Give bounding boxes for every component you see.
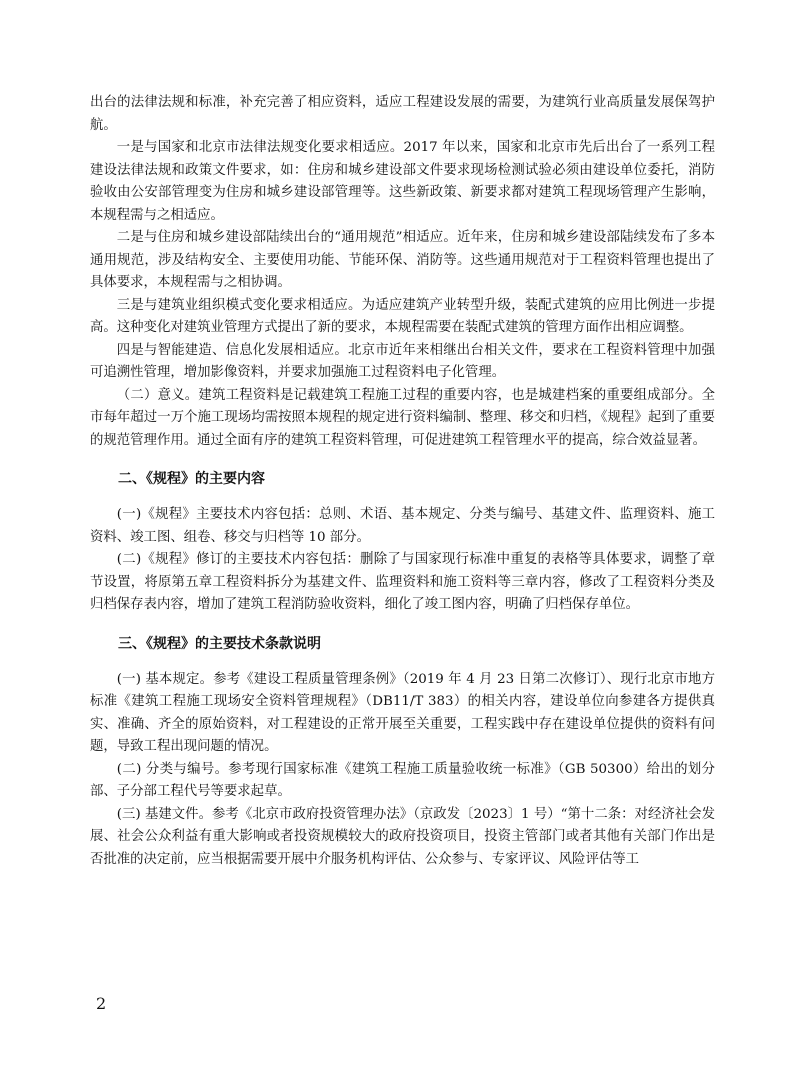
paragraph-item-three: 三是与建筑业组织模式变化要求相适应。为适应建筑产业转型升级，装配式建筑的应用比例进一步提高。这种变化对建筑业管理方式提出了新的要求，本规程需要在装配式建筑的管理方面作出相应调整。	[90, 297, 715, 335]
paragraph-item-four: 四是与智能建造、信息化发展相适应。北京市近年来相继出台相关文件，要求在工程资料管理中加强可追溯性管理，增加影像资料，并要求加强施工过程资料电子化管理。	[90, 342, 715, 380]
paragraph-item-two: 二是与住房和城乡建设部陆续出台的“通用规范”相适应。近年来，住房和城乡建设部陆续发布了多本通用规范，涉及结构安全、主要使用功能、节能环保、消防等。这些通用规范对于工程资料管理也提出了具体要求，本规程需与之相协调。	[90, 230, 715, 290]
paragraph-item-one: 一是与国家和北京市法律法规变化要求相适应。2017 年以来，国家和北京市先后出台了一系列工程建设法律法规和政策文件要求，如：住房和城乡建设部文件要求现场检测试验必须由建设单位委托，消防验收由公安部管理变为住房和城乡建设部管理等。这些新政策、新要求都对建筑工程现场管理产生影响，本规程需与之相适应。	[90, 140, 715, 223]
page-number: 2	[96, 994, 107, 1013]
body-text	[90, 92, 715, 871]
paragraph-main-content-1: (一)《规程》主要技术内容包括：总则、术语、基本规定、分类与编号、基建文件、监理资料、施工资料、竣工图、组卷、移交与归档等 10 部分。	[90, 507, 715, 545]
paragraph-classification: (二) 分类与编号。参考现行国家标准《建筑工程施工质量验收统一标准》（GB 50300）给出的划分部、子分部工程代号等要求起草。	[90, 761, 715, 799]
section-heading-technical-clauses: 三、《规程》的主要技术条款说明	[118, 635, 321, 652]
paragraph-basic-construction-documents: (三) 基建文件。参考《北京市政府投资管理办法》（京政发〔2023〕1 号）“第十二条：对经济社会发展、社会公众利益有重大影响或者投资规模较大的政府投资项目，投资主管部门或者其他有关部门作出是否批准的决定前，应当根据需要开展中介服务机构评估、公众参与、专家评议、风险评估等工	[90, 806, 715, 867]
paragraph-significance: （二）意义。建筑工程资料是记载建筑工程施工过程的重要内容，也是城建档案的重要组成部分。全市每年超过一万个施工现场均需按照本规程的规定进行资料编制、整理、移交和归档，《规程》起到了重要的规范管理作用。通过全面有序的建筑工程资料管理，可促进建筑工程管理水平的提高，综合效益显著。	[90, 387, 715, 448]
paragraph-continuation: 出台的法律法规和标准，补充完善了相应资料，适应工程建设发展的需要，为建筑行业高质量发展保驾护航。	[90, 95, 715, 133]
section-heading-main-content: 二、《规程》的主要内容	[118, 471, 265, 487]
paragraph-basic-provisions: (一) 基本规定。参考《建设工程质量管理条例》（2019 年 4 月 23 日第二次修订）、现行北京市地方标准《建筑工程施工现场安全资料管理规程》（DB11/T 383）的相关内容，建设单位向参建各方提供真实、准确、齐全的原始资料，对工程建设的正常开展至关重要，工程实践中存在建设单位提供的资料有问题，导致工程出现问题的情况。	[90, 671, 715, 754]
paragraph-main-content-2: (二)《规程》修订的主要技术内容包括：删除了与国家现行标准中重复的表格等具体要求，调整了章节设置，将原第五章工程资料拆分为基建文件、监理资料和施工资料等三章内容，修改了工程资料分类及归档保存表内容，增加了建筑工程消防验收资料，细化了竣工图内容，明确了归档保存单位。	[90, 552, 715, 612]
